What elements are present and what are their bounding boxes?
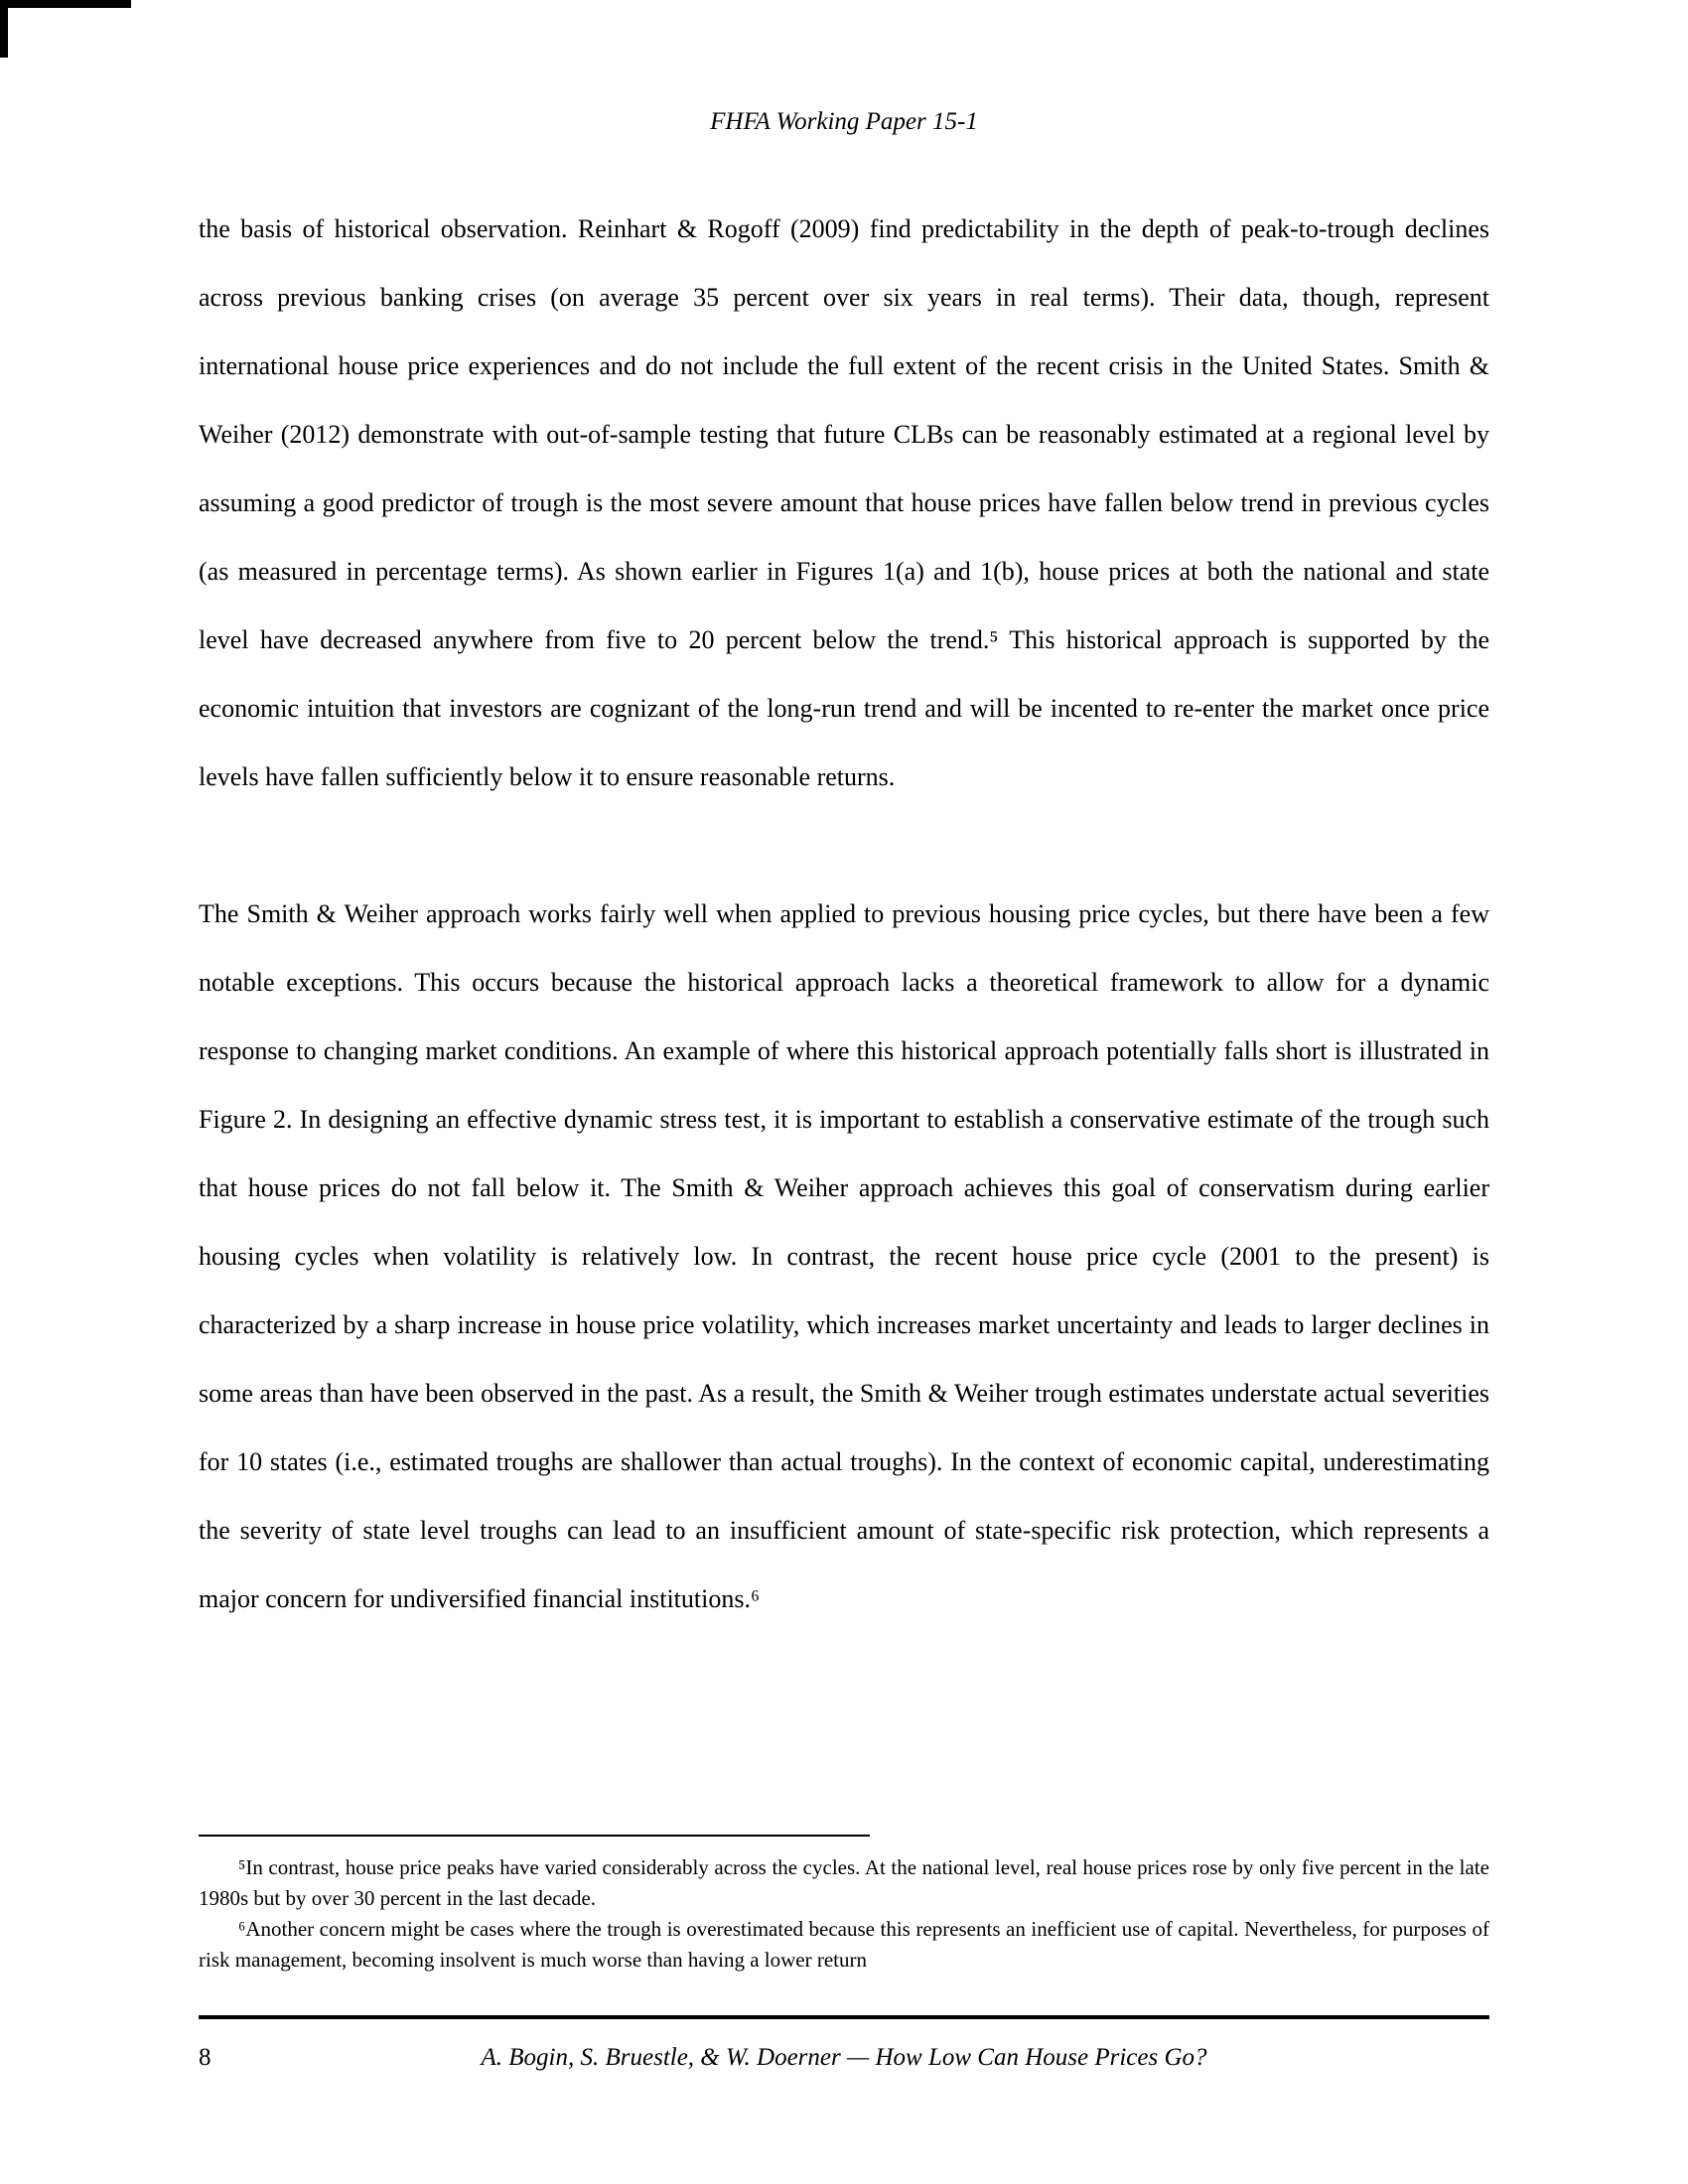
scan-artifact-left (0, 0, 8, 58)
footnote-6: ⁶Another concern might be cases where the trough is overestimated because this represents an inefficient use of capital. Nevertheless, for purposes of risk management, becoming insolvent is much worse than having a lower return (199, 1917, 1489, 1972)
footnote-separator-rule (199, 1835, 870, 1837)
footnote-5: ⁵In contrast, house price peaks have varied considerably across the cycles. At the national level, real house prices rose by only five percent in the late 1980s but by over 30 percent in the last decade. (199, 1855, 1489, 1910)
body-text (199, 195, 1489, 1633)
scan-artifact-top (0, 0, 131, 8)
page-footer (199, 2015, 1489, 2073)
footer-row (199, 2043, 1489, 2073)
paragraph-1: the basis of historical observation. Reinhart & Rogoff (2009) find predictability in the depth of peak-to-trough declines across previous banking crises (on average 35 percent over six years in real terms). Their data, though, represent international house price experiences and do not include the full extent of the recent crisis in the United States. Smith & Weiher (2012) demonstrate with out-of-sample testing that future CLBs can be reasonably estimated at a regional level by assuming a good predictor of trough is the most severe amount that house prices have fallen below trend in previous cycles (as measured in percentage terms). As shown earlier in Figures 1(a) and 1(b), house prices at both the national and state level have decreased anywhere from five to 20 percent below the trend.⁵ This historical approach is supported by the economic intuition that investors are cognizant of the long-run trend and will be incented to re-enter the market once price levels have fallen sufficiently below it to ensure reasonable returns. (199, 214, 1489, 791)
footnote-area (199, 1835, 1489, 1976)
page-number: 8 (199, 2044, 211, 2071)
footer-citation: A. Bogin, S. Bruestle, & W. Doerner — How Low Can House Prices Go? (481, 2044, 1207, 2071)
paragraph-2: The Smith & Weiher approach works fairly well when applied to previous housing price cycles, but there have been a few notable exceptions. This occurs because the historical approach lacks a theoretical framework to allow for a dynamic response to changing market conditions. An example of where this historical approach potentially falls short is illustrated in Figure 2. In designing an effective dynamic stress test, it is important to establish a conservative estimate of the trough such that house prices do not fall below it. The Smith & Weiher approach achieves this goal of conservatism during earlier housing cycles when volatility is relatively low. In contrast, the recent house price cycle (2001 to the present) is characterized by a sharp increase in house price volatility, which increases market uncertainty and leads to larger declines in some areas than have been observed in the past. As a result, the Smith & Weiher trough estimates understate actual severities for 10 states (i.e., estimated troughs are shallower than actual troughs). In the context of economic capital, underestimating the severity of state level troughs can lead to an insufficient amount of state-specific risk protection, which represents a major concern for undiversified financial institutions.⁶ (199, 899, 1489, 1613)
running-header: FHFA Working Paper 15-1 (710, 108, 978, 135)
footer-rule (199, 2015, 1489, 2019)
